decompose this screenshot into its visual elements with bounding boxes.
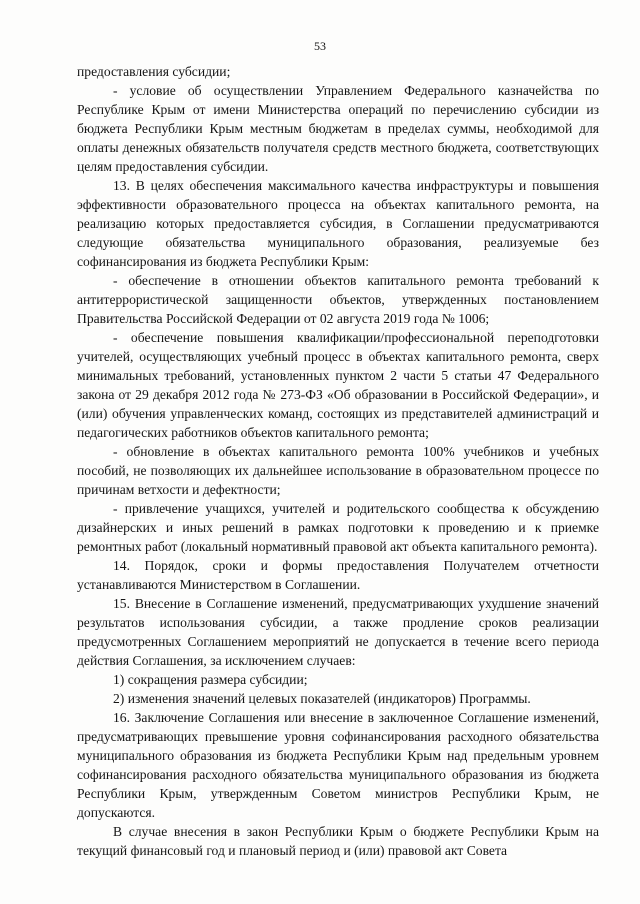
- list-item: - привлечение учащихся, учителей и родительского сообщества к обсуждению дизайнерских и иных решений в рамках подготовки к проведению и к приемке ремонтных работ (локальный нормативный правовой акт объекта капитального ремонта).: [77, 501, 599, 554]
- list-item: - обеспечение в отношении объектов капитального ремонта требований к антитеррористической защищенности объектов, утвержденных постановлением Правительства Российской Федерации от 02 августа 2019 года № 1006;: [77, 273, 599, 326]
- paragraph: - условие об осуществлении Управлением Федерального казначейства по Республике Крым от имени Министерства операций по перечислению субсидии из бюджета Республики Крым местным бюджетам в пределах суммы, необходимой для оплаты денежных обязательств получателя средств местного бюджета, соответствующих целям предоставления субсидии.: [77, 83, 599, 174]
- list-item: - обновление в объектах капитального ремонта 100% учебников и учебных пособий, не позволяющих их дальнейшее использование в образовательном процессе по причинам ветхости и дефектности;: [77, 444, 599, 497]
- paragraph: 16. Заключение Соглашения или внесение в заключенное Соглашение изменений, предусматривающих превышение уровня софинансирования расходного обязательства муниципального образования из бюджета Республики Крым над предельным уровнем софинансирования расходного обязательства муниципального образования из бюджета Республики Крым, утвержденным Советом министров Республики Крым, не допускаются.: [77, 710, 599, 820]
- paragraph: 13. В целях обеспечения максимального качества инфраструктуры и повышения эффективности образовательного процесса на объектах капитального ремонта, на реализацию которых предоставляется субсидия, в Соглашении предусматриваются следующие обязательства муниципального образования, реализуемые без софинансирования из бюджета Республики Крым:: [77, 178, 599, 269]
- paragraph: 14. Порядок, сроки и формы предоставления Получателем отчетности устанавливаются Министерством в Соглашении.: [77, 558, 599, 592]
- list-item: 1) сокращения размера субсидии;: [113, 672, 308, 687]
- list-item: - обеспечение повышения квалификации/профессиональной переподготовки учителей, осуществляющих учебный процесс в объектах капитального ремонта, сверх минимальных требований, установленных пунктом 2 части 5 статьи 47 Федерального закона от 29 декабря 2012 года № 273-ФЗ «Об образовании в Российской Федерации», и (или) обучения управленческих команд, состоящих из представителей администраций и педагогических работников объектов капитального ремонта;: [77, 330, 599, 440]
- paragraph: В случае внесения в закон Республики Крым о бюджете Республики Крым на текущий финансовый год и плановый период и (или) правовой акт Совета: [77, 824, 599, 858]
- page-number: 53: [314, 39, 326, 53]
- paragraph: предоставления субсидии;: [77, 64, 231, 79]
- paragraph: 15. Внесение в Соглашение изменений, предусматривающих ухудшение значений результатов использования субсидии, а также продление сроков реализации предусмотренных Соглашением мероприятий не допускается в течение всего периода действия Соглашения, за исключением случаев:: [77, 596, 599, 668]
- document-body: [77, 62, 599, 860]
- list-item: 2) изменения значений целевых показателей (индикаторов) Программы.: [113, 691, 531, 706]
